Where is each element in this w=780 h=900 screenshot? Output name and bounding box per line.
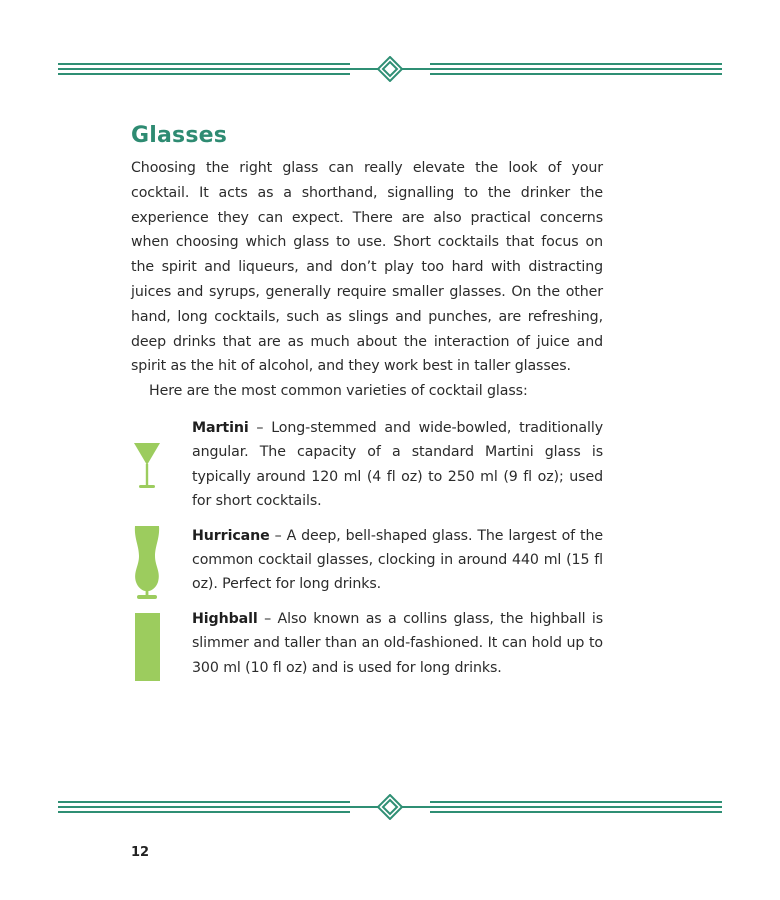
page-number: 12	[131, 845, 150, 860]
glass-description-martini	[192, 416, 603, 514]
glass-name-hurricane: Hurricane	[192, 527, 270, 544]
main-content	[131, 122, 603, 680]
glass-details-highball: – Also known as a collins glass, the highball is slimmer and taller than an old-fashioned. It can hold up to 300 ml (10 fl oz) and is used for long drinks.	[192, 610, 603, 676]
glass-details-martini: – Long-stemmed and wide-bowled, traditionally angular. The capacity of a standard Martini glass is typically around 120 ml (4 fl oz) to 250 ml (9 fl oz); used for short cocktails.	[192, 419, 603, 510]
glass-description-highball	[192, 607, 603, 680]
lead-in-paragraph: Here are the most common varieties of cocktail glass:	[149, 383, 528, 400]
intro-paragraph: Choosing the right glass can really elevate the look of your cocktail. It acts as a shorthand, signalling to the drinker the experience they can expect. There are also practical concerns when choosing which glass to use. Short cocktails that focus on the spirit and liqueurs, and don’t play too hard with distracting juices and syrups, generally require smaller glasses. On the other hand, long cocktails, such as slings and punches, are refreshing, deep drinks that are as much about the interaction of juice and spirit as the hit of alcohol, and they work best in taller glasses.	[131, 160, 603, 375]
martini-glass-icon	[131, 440, 187, 492]
glass-entry-martini	[131, 416, 603, 514]
glass-name-highball: Highball	[192, 610, 258, 627]
page-title: Glasses	[131, 123, 228, 148]
glass-details-hurricane: – A deep, bell-shaped glass. The largest of the common cocktail glasses, clocking in around 440 ml (15 fl oz). Perfect for long drinks.	[192, 527, 603, 593]
top-decorative-rule	[58, 56, 722, 82]
glass-description-hurricane	[192, 524, 603, 597]
bottom-decorative-rule	[58, 794, 722, 820]
glass-name-martini: Martini	[192, 419, 249, 436]
hurricane-glass-icon	[131, 524, 187, 602]
glass-entry-highball	[131, 607, 603, 680]
glass-entry-hurricane	[131, 524, 603, 597]
highball-glass-icon	[131, 613, 187, 681]
